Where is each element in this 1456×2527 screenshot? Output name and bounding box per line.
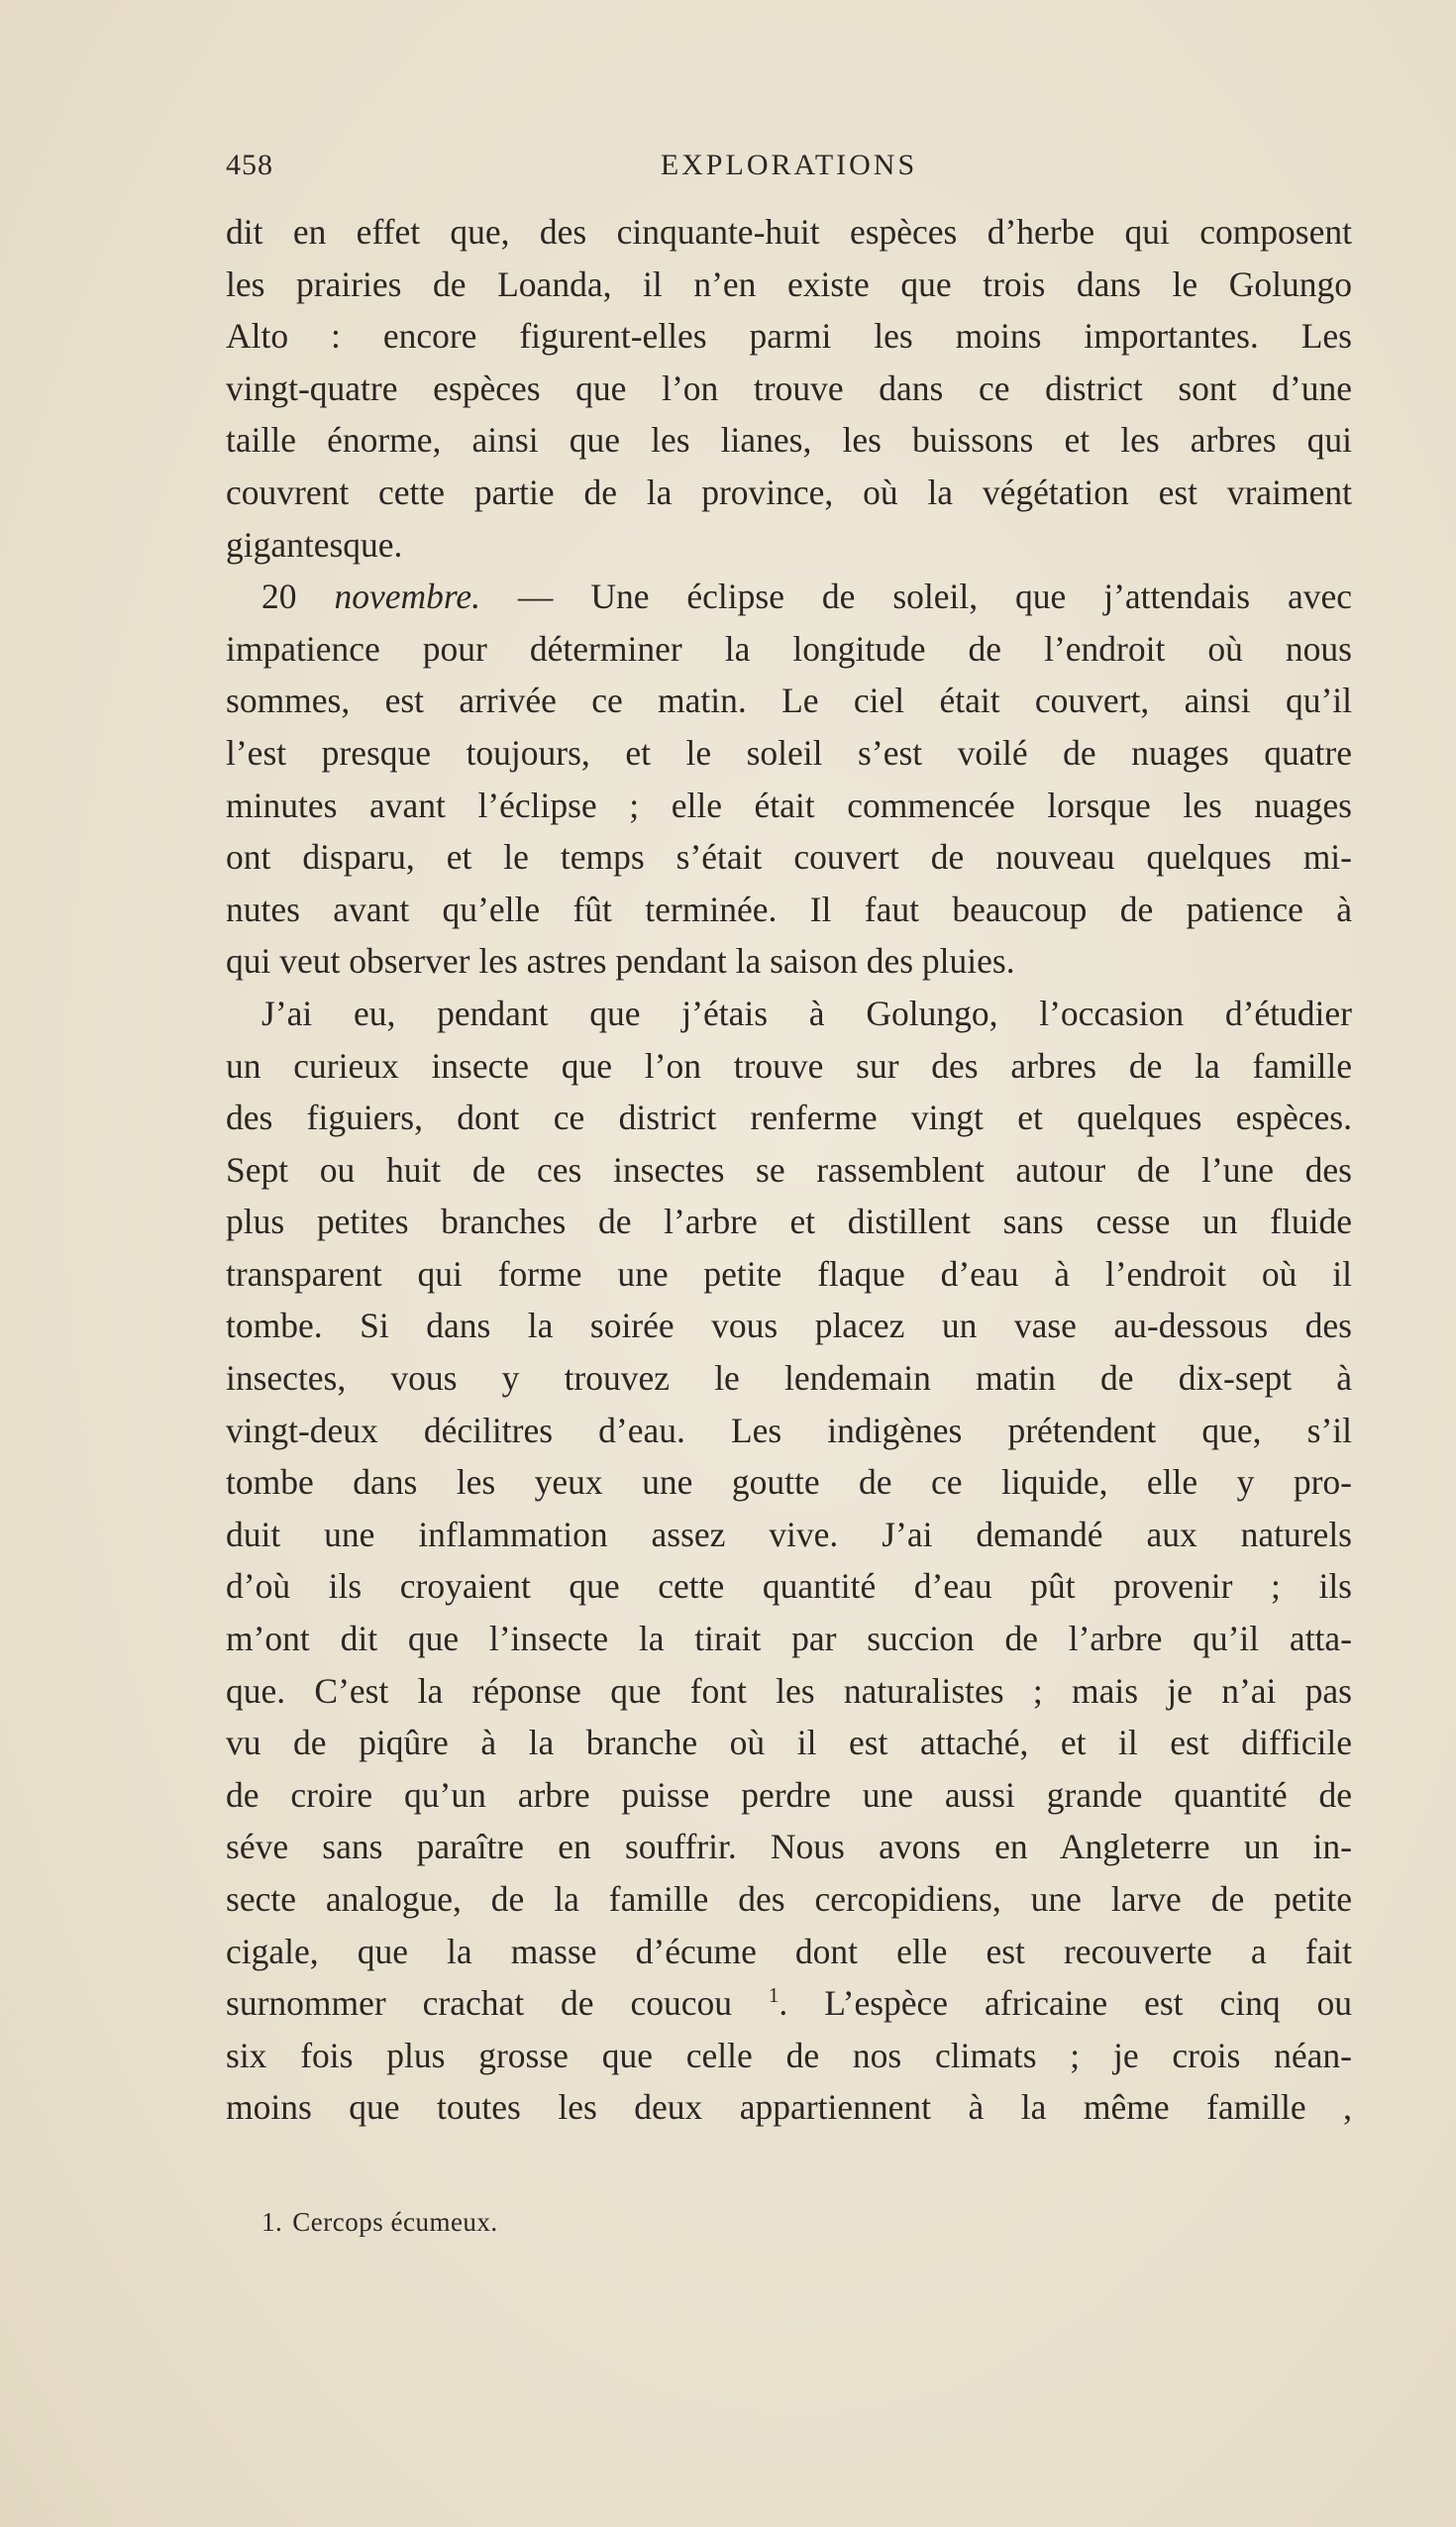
text-line: cigale, que la masse d’écume dont elle est recouverte a fait [226,1931,1352,1971]
text-line: l’est presque toujours, et le soleil s’est voilé de nuages quatre [226,732,1352,773]
text-line: J’ai eu, pendant que j’étais à Golungo, l’occasion d’étudier [261,993,1352,1033]
text-line: m’ont dit que l’insecte la tirait par succion de l’arbre qu’il atta- [226,1619,1352,1659]
text-line: qui veut observer les astres pendant la saison des pluies. [226,941,1015,982]
date-line-rest: — Une éclipse de soleil, que j’attendais avec [517,577,1353,617]
running-title: EXPLORATIONS [660,149,918,181]
text-line: que. C’est la réponse que font les naturalistes ; mais je n’ai pas [226,1670,1352,1711]
text-line: dit en effet que, des cinquante-huit espèces d’herbe qui composent [226,212,1352,252]
text-line: vingt-deux décilitres d’eau. Les indigènes prétendent que, s’il [226,1410,1352,1450]
ref-line-before: surnommer crachat de coucou [226,1983,732,2024]
page-number: 458 [226,149,273,181]
text-line: vu de piqûre à la branche où il est attaché, et il est difficile [226,1723,1352,1763]
text-line: transparent qui forme une petite flaque d’eau à l’endroit où il [226,1253,1352,1294]
text-line: vingt-quatre espèces que l’on trouve dans ce district sont d’une [226,368,1352,408]
text-line: Alto : encore figurent-elles parmi les moins importantes. Les [226,316,1352,357]
text-line: six fois plus grosse que celle de nos climats ; je crois néan- [226,2035,1352,2075]
text-line: d’où ils croyaient que cette quantité d’eau pût provenir ; ils [226,1566,1352,1607]
text-line: nutes avant qu’elle fût terminée. Il faut beaucoup de patience à [226,889,1352,929]
text-line: des figuiers, dont ce district renferme vingt et quelques espèces. [226,1098,1352,1138]
body-text [226,206,1352,2134]
running-head [226,149,1352,192]
date-month: novembre. [334,577,480,617]
text-line: tombe dans les yeux une goutte de ce liquide, elle y pro- [226,1462,1352,1503]
text-line: de croire qu’un arbre puisse perdre une aussi grande quantité de [226,1774,1352,1815]
text-line: gigantesque. [226,524,403,565]
text-line: les prairies de Loanda, il n’en existe que trois dans le Golungo [226,263,1352,304]
footnote-text: Cercops écumeux. [292,2207,498,2237]
text-line: séve sans paraître en souffrir. Nous avons en Angleterre un in- [226,1827,1352,1867]
date-day: 20 [261,577,297,617]
paragraph-date-line [226,571,1352,623]
text-line: taille énorme, ainsi que les lianes, les buissons et les arbres qui [226,420,1352,461]
footnote-marker[interactable]: 1 [768,1983,780,2008]
text-line: sommes, est arrivée ce matin. Le ciel était couvert, ainsi qu’il [226,681,1352,721]
footnote-ref-line [226,1977,1352,2030]
text-line: duit une inflammation assez vive. J’ai demandé aux naturels [226,1514,1352,1554]
text-line: Sept ou huit de ces insectes se rassemblent autour de l’une des [226,1149,1352,1190]
text-line: insectes, vous y trouvez le lendemain matin de dix-sept à [226,1358,1352,1399]
ref-line-after: . L’espèce africaine est cinq ou [779,1983,1352,2024]
text-line: moins que toutes les deux appartiennent à la même famille , [226,2087,1352,2128]
text-line: couvrent cette partie de la province, où la végétation est vraiment [226,472,1352,512]
text-line: ont disparu, et le temps s’était couvert de nouveau quelques mi- [226,837,1352,878]
text-line: tombe. Si dans la soirée vous placez un vase au-dessous des [226,1306,1352,1346]
footnote [261,2207,498,2238]
text-line: minutes avant l’éclipse ; elle était commencée lorsque les nuages [226,785,1352,825]
text-line: secte analogue, de la famille des cercopidiens, une larve de petite [226,1879,1352,1919]
text-line: plus petites branches de l’arbre et distillent sans cesse un fluide [226,1202,1352,1242]
text-line: un curieux insecte que l’on trouve sur des arbres de la famille [226,1045,1352,1086]
footnote-number: 1. [261,2207,283,2237]
text-line: impatience pour déterminer la longitude de l’endroit où nous [226,628,1352,669]
